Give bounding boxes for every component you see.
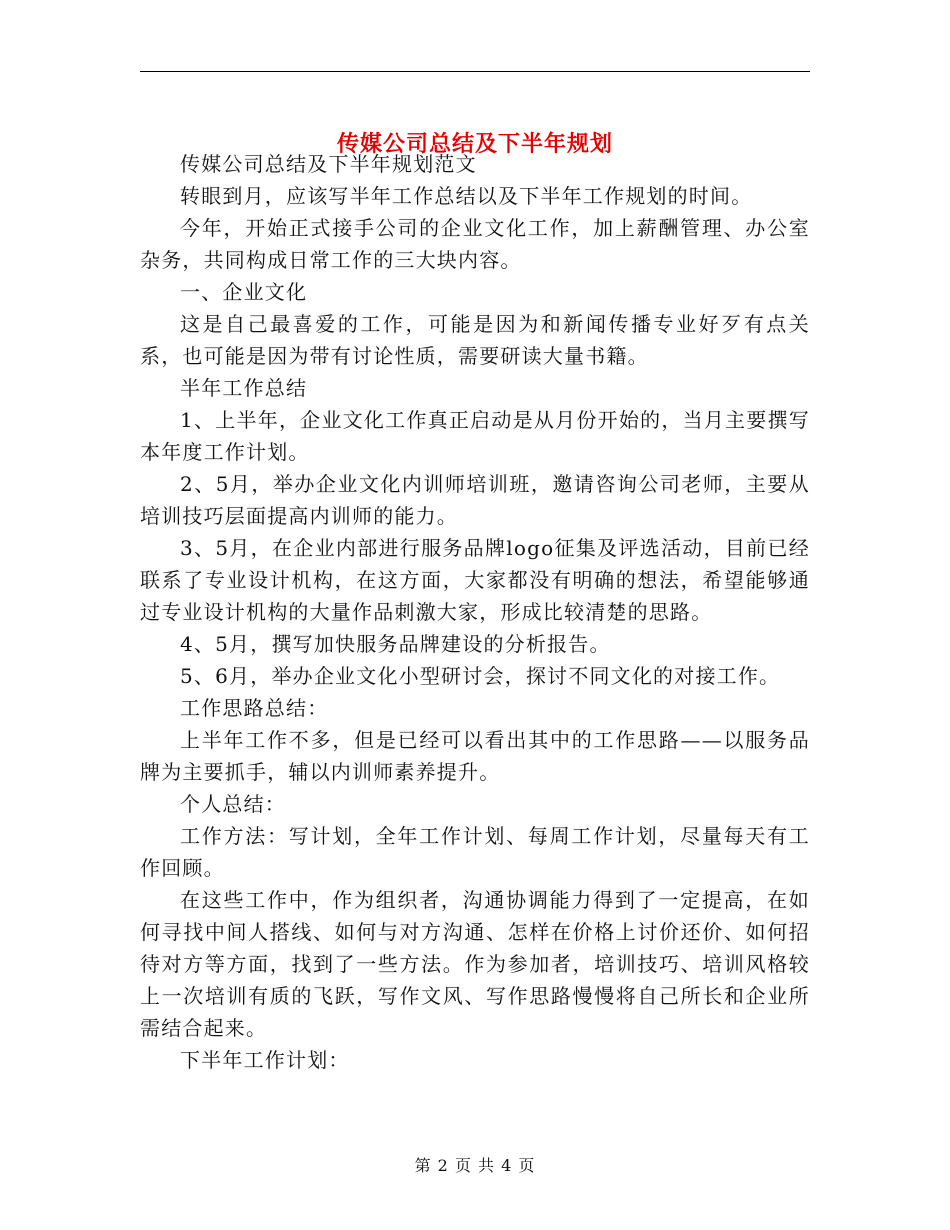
paragraph: 在这些工作中，作为组织者，沟通协调能力得到了一定提高，在如何寻找中间人搭线、如何与对方沟通、怎样在价格上讨价还价、如何招待对方等方面，找到了一些方法。作为参加者，培训技巧、培训风格较上一次培训有质的飞跃，写作文风、写作思路慢慢将自己所长和企业所需结合起来。	[140, 888, 810, 1040]
paragraph: 工作方法：写计划，全年工作计划、每周工作计划，尽量每天有工作回顾。	[140, 824, 810, 880]
document-title: 传媒公司总结及下半年规划	[336, 130, 613, 157]
header-rule	[140, 71, 810, 72]
list-item: 2、5月，举办企业文化内训师培训班，邀请咨询公司老师，主要从培训技巧层面提高内训师的能力。	[140, 472, 810, 528]
list-item: 3、5月，在企业内部进行服务品牌logo征集及评选活动，目前已经联系了专业设计机构，在这方面，大家都没有明确的想法，希望能够通过专业设计机构的大量作品刺激大家，形成比较清楚的思路。	[140, 536, 810, 624]
section-heading: 个人总结：	[180, 792, 286, 816]
paragraph: 今年，开始正式接手公司的企业文化工作，加上薪酬管理、办公室杂务，共同构成日常工作的三大块内容。	[140, 216, 810, 272]
section-heading: 一、企业文化	[180, 280, 308, 304]
paragraph: 上半年工作不多，但是已经可以看出其中的工作思路——以服务品牌为主要抓手，辅以内训师素养提升。	[140, 728, 810, 784]
page-number: 第 2 页 共 4 页	[414, 1156, 536, 1175]
list-item: 1、上半年，企业文化工作真正启动是从月份开始的，当月主要撰写本年度工作计划。	[140, 408, 810, 464]
paragraph: 这是自己最喜爱的工作，可能是因为和新闻传播专业好歹有点关系，也可能是因为带有讨论性质，需要研读大量书籍。	[140, 312, 810, 368]
list-item: 5、6月，举办企业文化小型研讨会，探讨不同文化的对接工作。	[180, 664, 781, 688]
paragraph: 传媒公司总结及下半年规划范文	[180, 152, 477, 176]
list-item: 4、5月，撰写加快服务品牌建设的分析报告。	[180, 632, 611, 656]
document-body	[140, 148, 810, 1076]
section-heading: 下半年工作计划：	[180, 1048, 350, 1072]
section-heading: 半年工作总结	[180, 376, 308, 400]
section-heading: 工作思路总结：	[180, 696, 329, 720]
paragraph: 转眼到月，应该写半年工作总结以及下半年工作规划的时间。	[180, 184, 753, 208]
